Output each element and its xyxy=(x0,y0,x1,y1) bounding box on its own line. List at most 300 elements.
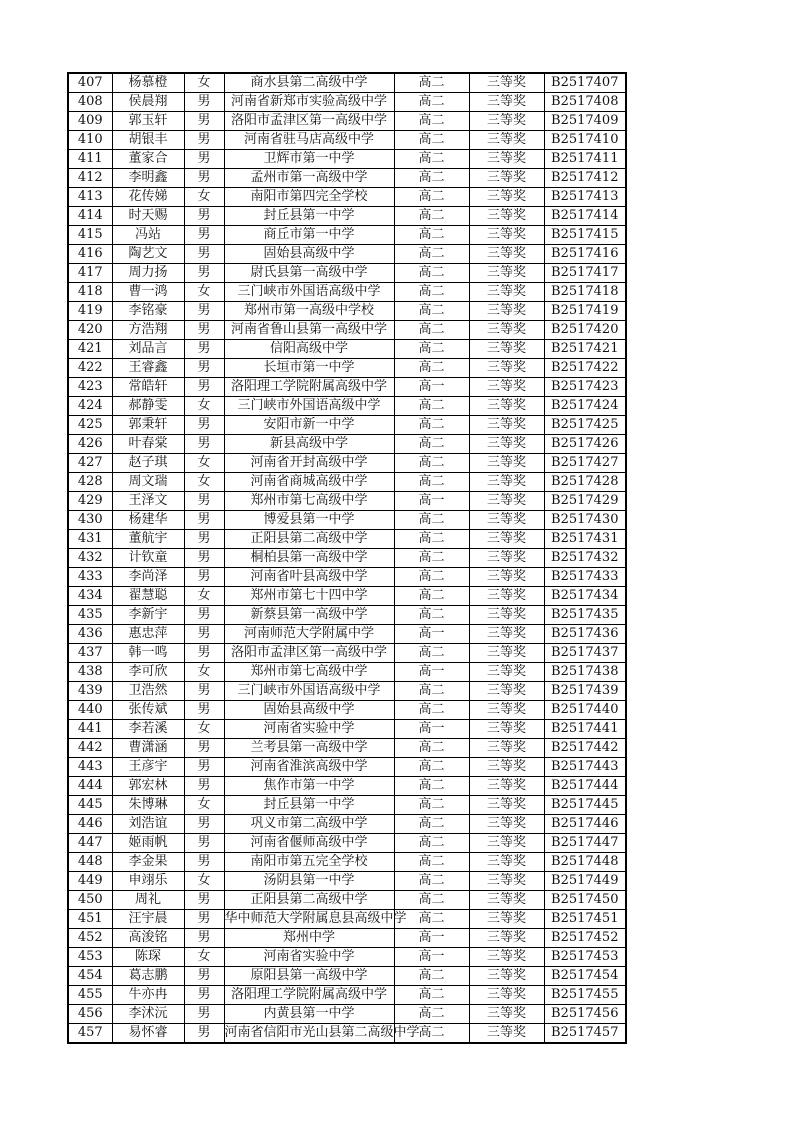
grade-cell: 高二 xyxy=(394,473,469,492)
award-level-cell: 三等奖 xyxy=(469,701,544,720)
student-name-cell: 翟慧聪 xyxy=(112,587,184,606)
certificate-id-cell: B2517413 xyxy=(544,188,626,207)
grade-cell: 高二 xyxy=(394,549,469,568)
row-number-cell: 418 xyxy=(68,283,112,302)
awards-table-body xyxy=(68,73,626,1043)
school-name-cell: 桐柏县第一高级中学 xyxy=(224,549,394,568)
school-name-cell: 河南省实验中学 xyxy=(224,720,394,739)
table-row xyxy=(68,720,626,739)
row-number-cell: 407 xyxy=(68,73,112,93)
school-name-cell: 内黄县第一中学 xyxy=(224,1005,394,1024)
row-number-cell: 432 xyxy=(68,549,112,568)
grade-cell: 高二 xyxy=(394,150,469,169)
award-level-cell: 三等奖 xyxy=(469,549,544,568)
school-name-cell: 信阳高级中学 xyxy=(224,340,394,359)
certificate-id-cell: B2517415 xyxy=(544,226,626,245)
table-row xyxy=(68,397,626,416)
row-number-cell: 428 xyxy=(68,473,112,492)
grade-cell: 高二 xyxy=(394,359,469,378)
table-row xyxy=(68,264,626,283)
grade-cell: 高二 xyxy=(394,530,469,549)
gender-cell: 男 xyxy=(184,701,224,720)
table-row xyxy=(68,283,626,302)
gender-cell: 男 xyxy=(184,929,224,948)
row-number-cell: 452 xyxy=(68,929,112,948)
grade-cell: 高二 xyxy=(394,340,469,359)
certificate-id-cell: B2517428 xyxy=(544,473,626,492)
table-row xyxy=(68,226,626,245)
award-level-cell: 三等奖 xyxy=(469,739,544,758)
grade-cell: 高二 xyxy=(394,435,469,454)
award-level-cell: 三等奖 xyxy=(469,606,544,625)
certificate-id-cell: B2517449 xyxy=(544,872,626,891)
grade-cell: 高二 xyxy=(394,834,469,853)
row-number-cell: 412 xyxy=(68,169,112,188)
award-level-cell: 三等奖 xyxy=(469,321,544,340)
row-number-cell: 427 xyxy=(68,454,112,473)
student-name-cell: 郭玉轩 xyxy=(112,112,184,131)
certificate-id-cell: B2517441 xyxy=(544,720,626,739)
school-name-cell: 洛阳理工学院附属高级中学 xyxy=(224,378,394,397)
row-number-cell: 448 xyxy=(68,853,112,872)
school-name-cell: 兰考县第一高级中学 xyxy=(224,739,394,758)
gender-cell: 男 xyxy=(184,549,224,568)
gender-cell: 男 xyxy=(184,416,224,435)
award-level-cell: 三等奖 xyxy=(469,663,544,682)
award-level-cell: 三等奖 xyxy=(469,587,544,606)
row-number-cell: 434 xyxy=(68,587,112,606)
gender-cell: 男 xyxy=(184,758,224,777)
row-number-cell: 439 xyxy=(68,682,112,701)
grade-cell: 高一 xyxy=(394,663,469,682)
student-name-cell: 朱博琳 xyxy=(112,796,184,815)
student-name-cell: 王泽文 xyxy=(112,492,184,511)
certificate-id-cell: B2517440 xyxy=(544,701,626,720)
award-level-cell: 三等奖 xyxy=(469,359,544,378)
certificate-id-cell: B2517426 xyxy=(544,435,626,454)
table-row xyxy=(68,606,626,625)
student-name-cell: 曹一鸿 xyxy=(112,283,184,302)
row-number-cell: 451 xyxy=(68,910,112,929)
award-level-cell: 三等奖 xyxy=(469,93,544,112)
school-name-cell: 尉氏县第一高级中学 xyxy=(224,264,394,283)
student-name-cell: 汪宇晨 xyxy=(112,910,184,929)
table-row xyxy=(68,93,626,112)
row-number-cell: 438 xyxy=(68,663,112,682)
student-name-cell: 王睿鑫 xyxy=(112,359,184,378)
table-row xyxy=(68,587,626,606)
grade-cell: 高二 xyxy=(394,245,469,264)
gender-cell: 男 xyxy=(184,359,224,378)
grade-cell: 高二 xyxy=(394,511,469,530)
certificate-id-cell: B2517432 xyxy=(544,549,626,568)
gender-cell: 男 xyxy=(184,340,224,359)
table-row xyxy=(68,492,626,511)
grade-cell: 高二 xyxy=(394,207,469,226)
table-row xyxy=(68,872,626,891)
row-number-cell: 426 xyxy=(68,435,112,454)
table-row xyxy=(68,1005,626,1024)
award-level-cell: 三等奖 xyxy=(469,511,544,530)
student-name-cell: 董家合 xyxy=(112,150,184,169)
gender-cell: 女 xyxy=(184,872,224,891)
student-name-cell: 侯晨翔 xyxy=(112,93,184,112)
school-name-cell: 河南省实验中学 xyxy=(224,948,394,967)
certificate-id-cell: B2517455 xyxy=(544,986,626,1005)
table-row xyxy=(68,207,626,226)
student-name-cell: 花传娣 xyxy=(112,188,184,207)
gender-cell: 男 xyxy=(184,492,224,511)
school-name-cell: 华中师范大学附属息县高级中学 xyxy=(224,910,394,929)
gender-cell: 女 xyxy=(184,454,224,473)
table-row xyxy=(68,150,626,169)
grade-cell: 高一 xyxy=(394,948,469,967)
gender-cell: 男 xyxy=(184,568,224,587)
gender-cell: 男 xyxy=(184,910,224,929)
student-name-cell: 李铭豪 xyxy=(112,302,184,321)
award-level-cell: 三等奖 xyxy=(469,283,544,302)
gender-cell: 男 xyxy=(184,264,224,283)
gender-cell: 男 xyxy=(184,435,224,454)
student-name-cell: 常皓轩 xyxy=(112,378,184,397)
certificate-id-cell: B2517407 xyxy=(544,73,626,93)
student-name-cell: 张传斌 xyxy=(112,701,184,720)
student-name-cell: 韩一鸣 xyxy=(112,644,184,663)
gender-cell: 女 xyxy=(184,397,224,416)
grade-cell: 高二 xyxy=(394,568,469,587)
school-name-cell: 原阳县第一高级中学 xyxy=(224,967,394,986)
table-row xyxy=(68,929,626,948)
certificate-id-cell: B2517430 xyxy=(544,511,626,530)
gender-cell: 男 xyxy=(184,245,224,264)
student-name-cell: 李金果 xyxy=(112,853,184,872)
award-level-cell: 三等奖 xyxy=(469,967,544,986)
school-name-cell: 卫辉市第一中学 xyxy=(224,150,394,169)
row-number-cell: 424 xyxy=(68,397,112,416)
school-name-cell: 洛阳市孟津区第一高级中学 xyxy=(224,112,394,131)
certificate-id-cell: B2517452 xyxy=(544,929,626,948)
award-level-cell: 三等奖 xyxy=(469,454,544,473)
certificate-id-cell: B2517408 xyxy=(544,93,626,112)
table-row xyxy=(68,948,626,967)
row-number-cell: 456 xyxy=(68,1005,112,1024)
grade-cell: 高二 xyxy=(394,682,469,701)
award-level-cell: 三等奖 xyxy=(469,302,544,321)
grade-cell: 高二 xyxy=(394,397,469,416)
award-level-cell: 三等奖 xyxy=(469,948,544,967)
certificate-id-cell: B2517453 xyxy=(544,948,626,967)
row-number-cell: 446 xyxy=(68,815,112,834)
gender-cell: 男 xyxy=(184,93,224,112)
school-name-cell: 巩义市第二高级中学 xyxy=(224,815,394,834)
student-name-cell: 计钦童 xyxy=(112,549,184,568)
certificate-id-cell: B2517457 xyxy=(544,1024,626,1044)
school-name-cell: 孟州市第一高级中学 xyxy=(224,169,394,188)
award-level-cell: 三等奖 xyxy=(469,416,544,435)
row-number-cell: 420 xyxy=(68,321,112,340)
gender-cell: 女 xyxy=(184,73,224,93)
certificate-id-cell: B2517445 xyxy=(544,796,626,815)
row-number-cell: 429 xyxy=(68,492,112,511)
certificate-id-cell: B2517454 xyxy=(544,967,626,986)
award-level-cell: 三等奖 xyxy=(469,910,544,929)
school-name-cell: 郑州中学 xyxy=(224,929,394,948)
grade-cell: 高二 xyxy=(394,321,469,340)
student-name-cell: 李新宇 xyxy=(112,606,184,625)
school-name-cell: 河南省偃师高级中学 xyxy=(224,834,394,853)
school-name-cell: 河南省淮滨高级中学 xyxy=(224,758,394,777)
grade-cell: 高一 xyxy=(394,720,469,739)
award-level-cell: 三等奖 xyxy=(469,131,544,150)
gender-cell: 男 xyxy=(184,378,224,397)
student-name-cell: 申翊乐 xyxy=(112,872,184,891)
table-row xyxy=(68,1024,626,1044)
certificate-id-cell: B2517411 xyxy=(544,150,626,169)
grade-cell: 高二 xyxy=(394,188,469,207)
gender-cell: 女 xyxy=(184,283,224,302)
award-level-cell: 三等奖 xyxy=(469,720,544,739)
school-name-cell: 河南省鲁山县第一高级中学 xyxy=(224,321,394,340)
award-level-cell: 三等奖 xyxy=(469,169,544,188)
student-name-cell: 李沭沅 xyxy=(112,1005,184,1024)
certificate-id-cell: B2517435 xyxy=(544,606,626,625)
student-name-cell: 刘品言 xyxy=(112,340,184,359)
gender-cell: 男 xyxy=(184,302,224,321)
student-name-cell: 李尚泽 xyxy=(112,568,184,587)
table-row xyxy=(68,644,626,663)
certificate-id-cell: B2517409 xyxy=(544,112,626,131)
student-name-cell: 李可欣 xyxy=(112,663,184,682)
school-name-cell: 三门峡市外国语高级中学 xyxy=(224,682,394,701)
gender-cell: 男 xyxy=(184,1024,224,1044)
grade-cell: 高二 xyxy=(394,302,469,321)
grade-cell: 高二 xyxy=(394,891,469,910)
row-number-cell: 416 xyxy=(68,245,112,264)
table-row xyxy=(68,701,626,720)
student-name-cell: 李若溪 xyxy=(112,720,184,739)
school-name-cell: 南阳市第四完全学校 xyxy=(224,188,394,207)
award-level-cell: 三等奖 xyxy=(469,929,544,948)
gender-cell: 男 xyxy=(184,777,224,796)
certificate-id-cell: B2517417 xyxy=(544,264,626,283)
row-number-cell: 409 xyxy=(68,112,112,131)
school-name-cell: 河南省信阳市光山县第二高级中学 xyxy=(224,1024,394,1044)
school-name-cell: 长垣市第一中学 xyxy=(224,359,394,378)
table-row xyxy=(68,758,626,777)
grade-cell: 高二 xyxy=(394,1024,469,1044)
grade-cell: 高二 xyxy=(394,967,469,986)
school-name-cell: 河南省开封高级中学 xyxy=(224,454,394,473)
row-number-cell: 445 xyxy=(68,796,112,815)
school-name-cell: 固始县高级中学 xyxy=(224,245,394,264)
row-number-cell: 442 xyxy=(68,739,112,758)
award-level-cell: 三等奖 xyxy=(469,226,544,245)
award-level-cell: 三等奖 xyxy=(469,986,544,1005)
table-row xyxy=(68,910,626,929)
row-number-cell: 430 xyxy=(68,511,112,530)
certificate-id-cell: B2517451 xyxy=(544,910,626,929)
award-level-cell: 三等奖 xyxy=(469,872,544,891)
student-name-cell: 高浚铭 xyxy=(112,929,184,948)
row-number-cell: 410 xyxy=(68,131,112,150)
row-number-cell: 436 xyxy=(68,625,112,644)
certificate-id-cell: B2517431 xyxy=(544,530,626,549)
gender-cell: 女 xyxy=(184,663,224,682)
awards-table xyxy=(67,72,627,1044)
award-level-cell: 三等奖 xyxy=(469,644,544,663)
row-number-cell: 425 xyxy=(68,416,112,435)
gender-cell: 男 xyxy=(184,112,224,131)
school-name-cell: 新蔡县第一高级中学 xyxy=(224,606,394,625)
gender-cell: 男 xyxy=(184,986,224,1005)
award-level-cell: 三等奖 xyxy=(469,834,544,853)
award-level-cell: 三等奖 xyxy=(469,473,544,492)
table-row xyxy=(68,473,626,492)
award-level-cell: 三等奖 xyxy=(469,397,544,416)
award-level-cell: 三等奖 xyxy=(469,73,544,93)
grade-cell: 高一 xyxy=(394,929,469,948)
grade-cell: 高二 xyxy=(394,758,469,777)
award-level-cell: 三等奖 xyxy=(469,625,544,644)
school-name-cell: 洛阳理工学院附属高级中学 xyxy=(224,986,394,1005)
award-level-cell: 三等奖 xyxy=(469,1024,544,1044)
student-name-cell: 陈琛 xyxy=(112,948,184,967)
row-number-cell: 433 xyxy=(68,568,112,587)
row-number-cell: 453 xyxy=(68,948,112,967)
row-number-cell: 437 xyxy=(68,644,112,663)
grade-cell: 高一 xyxy=(394,378,469,397)
student-name-cell: 郝静雯 xyxy=(112,397,184,416)
gender-cell: 男 xyxy=(184,226,224,245)
school-name-cell: 河南省新郑市实验高级中学 xyxy=(224,93,394,112)
row-number-cell: 450 xyxy=(68,891,112,910)
student-name-cell: 牛亦冉 xyxy=(112,986,184,1005)
row-number-cell: 419 xyxy=(68,302,112,321)
school-name-cell: 封丘县第一中学 xyxy=(224,796,394,815)
grade-cell: 高二 xyxy=(394,606,469,625)
row-number-cell: 415 xyxy=(68,226,112,245)
school-name-cell: 洛阳市孟津区第一高级中学 xyxy=(224,644,394,663)
student-name-cell: 曹潇涵 xyxy=(112,739,184,758)
table-row xyxy=(68,73,626,93)
student-name-cell: 刘浩谊 xyxy=(112,815,184,834)
certificate-id-cell: B2517456 xyxy=(544,1005,626,1024)
award-level-cell: 三等奖 xyxy=(469,530,544,549)
certificate-id-cell: B2517418 xyxy=(544,283,626,302)
grade-cell: 高二 xyxy=(394,264,469,283)
award-level-cell: 三等奖 xyxy=(469,891,544,910)
certificate-id-cell: B2517433 xyxy=(544,568,626,587)
student-name-cell: 董航宇 xyxy=(112,530,184,549)
award-level-cell: 三等奖 xyxy=(469,112,544,131)
grade-cell: 高二 xyxy=(394,872,469,891)
school-name-cell: 河南省驻马店高级中学 xyxy=(224,131,394,150)
grade-cell: 高二 xyxy=(394,131,469,150)
school-name-cell: 郑州市第七十四中学 xyxy=(224,587,394,606)
gender-cell: 女 xyxy=(184,473,224,492)
gender-cell: 男 xyxy=(184,834,224,853)
row-number-cell: 422 xyxy=(68,359,112,378)
school-name-cell: 正阳县第二高级中学 xyxy=(224,530,394,549)
award-level-cell: 三等奖 xyxy=(469,758,544,777)
certificate-id-cell: B2517423 xyxy=(544,378,626,397)
school-name-cell: 安阳市新一中学 xyxy=(224,416,394,435)
school-name-cell: 郑州市第七高级中学 xyxy=(224,663,394,682)
table-row xyxy=(68,986,626,1005)
certificate-id-cell: B2517416 xyxy=(544,245,626,264)
certificate-id-cell: B2517436 xyxy=(544,625,626,644)
school-name-cell: 南阳市第五完全学校 xyxy=(224,853,394,872)
award-level-cell: 三等奖 xyxy=(469,378,544,397)
table-row xyxy=(68,815,626,834)
certificate-id-cell: B2517444 xyxy=(544,777,626,796)
gender-cell: 男 xyxy=(184,967,224,986)
certificate-id-cell: B2517420 xyxy=(544,321,626,340)
student-name-cell: 杨慕橙 xyxy=(112,73,184,93)
certificate-id-cell: B2517439 xyxy=(544,682,626,701)
grade-cell: 高二 xyxy=(394,701,469,720)
row-number-cell: 421 xyxy=(68,340,112,359)
grade-cell: 高二 xyxy=(394,853,469,872)
row-number-cell: 411 xyxy=(68,150,112,169)
student-name-cell: 卫浩然 xyxy=(112,682,184,701)
gender-cell: 男 xyxy=(184,891,224,910)
award-level-cell: 三等奖 xyxy=(469,207,544,226)
row-number-cell: 447 xyxy=(68,834,112,853)
gender-cell: 女 xyxy=(184,720,224,739)
row-number-cell: 423 xyxy=(68,378,112,397)
gender-cell: 男 xyxy=(184,625,224,644)
table-row xyxy=(68,967,626,986)
table-row xyxy=(68,454,626,473)
school-name-cell: 郑州市第一高级中学校 xyxy=(224,302,394,321)
certificate-id-cell: B2517421 xyxy=(544,340,626,359)
gender-cell: 男 xyxy=(184,321,224,340)
table-row xyxy=(68,682,626,701)
row-number-cell: 435 xyxy=(68,606,112,625)
table-row xyxy=(68,549,626,568)
grade-cell: 高一 xyxy=(394,625,469,644)
student-name-cell: 陶艺文 xyxy=(112,245,184,264)
school-name-cell: 河南省商城高级中学 xyxy=(224,473,394,492)
row-number-cell: 413 xyxy=(68,188,112,207)
table-row xyxy=(68,321,626,340)
school-name-cell: 焦作市第一中学 xyxy=(224,777,394,796)
row-number-cell: 449 xyxy=(68,872,112,891)
award-level-cell: 三等奖 xyxy=(469,150,544,169)
school-name-cell: 正阳县第二高级中学 xyxy=(224,891,394,910)
student-name-cell: 周礼 xyxy=(112,891,184,910)
table-row xyxy=(68,188,626,207)
student-name-cell: 姬雨帆 xyxy=(112,834,184,853)
row-number-cell: 454 xyxy=(68,967,112,986)
certificate-id-cell: B2517450 xyxy=(544,891,626,910)
grade-cell: 高二 xyxy=(394,815,469,834)
certificate-id-cell: B2517410 xyxy=(544,131,626,150)
grade-cell: 高二 xyxy=(394,73,469,93)
gender-cell: 男 xyxy=(184,511,224,530)
school-name-cell: 三门峡市外国语高级中学 xyxy=(224,283,394,302)
grade-cell: 高二 xyxy=(394,739,469,758)
student-name-cell: 赵子琪 xyxy=(112,454,184,473)
school-name-cell: 封丘县第一中学 xyxy=(224,207,394,226)
student-name-cell: 周文瑞 xyxy=(112,473,184,492)
student-name-cell: 时天赐 xyxy=(112,207,184,226)
gender-cell: 男 xyxy=(184,815,224,834)
certificate-id-cell: B2517422 xyxy=(544,359,626,378)
grade-cell: 高二 xyxy=(394,796,469,815)
award-level-cell: 三等奖 xyxy=(469,568,544,587)
